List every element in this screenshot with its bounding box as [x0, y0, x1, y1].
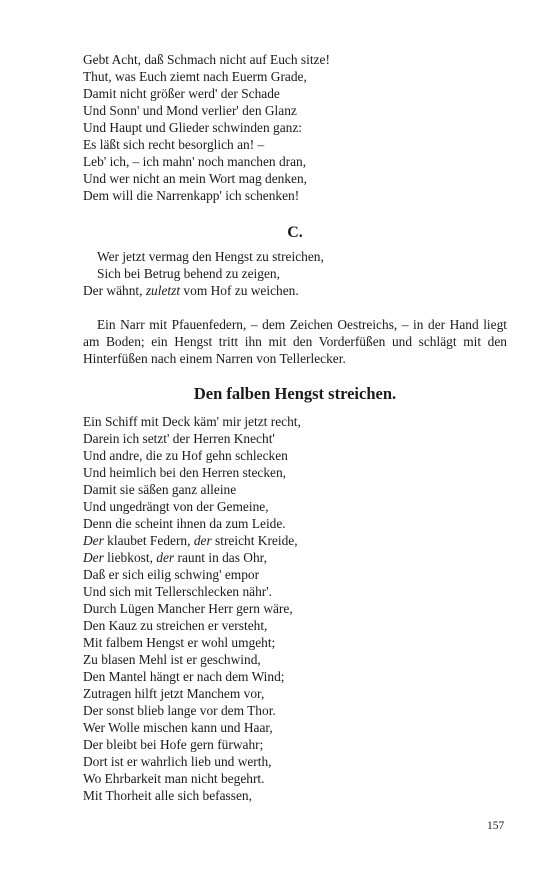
verse-line: Und ungedrängt von der Gemeine,: [83, 499, 269, 514]
motto: [83, 248, 507, 299]
verse-line: Und andre, die zu Hof gehn schlecken: [83, 448, 288, 463]
verse-text: liebkost,: [103, 550, 157, 565]
verse-line: Zutragen hilft jetzt Manchem vor,: [83, 686, 265, 701]
motto-text: Der wähnt,: [83, 283, 146, 298]
motto-line: Sich bei Betrug behend zu zeigen,: [97, 266, 280, 281]
motto-emphasis: zuletzt: [145, 283, 181, 298]
verse-line: Und Haupt und Glieder schwinden ganz:: [83, 120, 303, 135]
verse-line: Durch Lügen Mancher Herr gern wäre,: [83, 601, 293, 616]
verse-line: Denn die scheint ihnen da zum Leide.: [83, 516, 286, 531]
verse-text: streicht Kreide,: [211, 533, 298, 548]
verse-line: Den Kauz zu streichen er versteht,: [83, 618, 268, 633]
verse-line: Und sich mit Tellerschlecken nähr'.: [83, 584, 273, 599]
verse-line: Damit nicht größer werd' der Schade: [83, 86, 280, 101]
verse-line: Darein ich setzt' der Herren Knecht': [83, 431, 275, 446]
motto-text: vom Hof zu weichen.: [180, 283, 299, 298]
verse-emphasis: Der: [83, 533, 104, 548]
verse-line: Dort ist er wahrlich lieb und werth,: [83, 754, 272, 769]
poem-title: Den falben Hengst streichen.: [193, 384, 397, 403]
verse-line: [83, 549, 507, 566]
motto-line: Wer jetzt vermag den Hengst zu streichen,: [97, 249, 324, 264]
verse-line: Zu blasen Mehl ist er geschwind,: [83, 652, 261, 667]
verse-line: Damit sie säßen ganz alleine: [83, 482, 237, 497]
verse-line: Gebt Acht, daß Schmach nicht auf Euch sitze!: [83, 52, 330, 67]
verse-line: Der bleibt bei Hofe gern fürwahr;: [83, 737, 264, 752]
verse-line: Und wer nicht an mein Wort mag denken,: [83, 171, 308, 186]
page-number: 157: [487, 820, 505, 832]
verse-emphasis: der: [193, 533, 212, 548]
verse-line: Daß er sich eilig schwing' empor: [83, 567, 260, 582]
verse-line: Es läßt sich recht besorglich an! –: [83, 137, 265, 152]
motto-line: [83, 282, 507, 299]
verse-line: Dem will die Narrenkapp' ich schenken!: [83, 188, 300, 203]
section-heading: C.: [287, 224, 303, 241]
verse-line: Wo Ehrbarkeit man nicht begehrt.: [83, 771, 265, 786]
verse-line: Ein Schiff mit Deck käm' mir jetzt recht,: [83, 414, 301, 429]
poem-body: [83, 413, 507, 804]
stanza-top: [83, 51, 507, 204]
verse-line: Mit Thorheit alle sich befassen,: [83, 788, 252, 803]
verse-line: Und Sonn' und Mond verlier' den Glanz: [83, 103, 297, 118]
verse-line: Mit falbem Hengst er wohl umgeht;: [83, 635, 276, 650]
verse-text: raunt in das Ohr,: [174, 550, 267, 565]
verse-line: [83, 532, 507, 549]
woodcut-description: Ein Narr mit Pfauenfedern, – dem Zeichen Oestreichs, – in der Hand liegt am Boden; ein Hengst tritt ihn mit den Vorderfüßen und schlägt mit den Hinterfüßen nach einem Narren von Tellerlecker.: [83, 317, 507, 366]
verse-emphasis: Der: [83, 550, 104, 565]
verse-text: klaubet Federn,: [103, 533, 194, 548]
verse-emphasis: der: [156, 550, 175, 565]
verse-line: Leb' ich, – ich mahn' noch manchen dran,: [83, 154, 307, 169]
verse-line: Den Mantel hängt er nach dem Wind;: [83, 669, 285, 684]
verse-line: Thut, was Euch ziemt nach Euerm Grade,: [83, 69, 307, 84]
verse-line: Und heimlich bei den Herren stecken,: [83, 465, 287, 480]
page-body: [83, 51, 507, 804]
verse-line: Wer Wolle mischen kann und Haar,: [83, 720, 273, 735]
verse-line: Der sonst blieb lange vor dem Thor.: [83, 703, 276, 718]
